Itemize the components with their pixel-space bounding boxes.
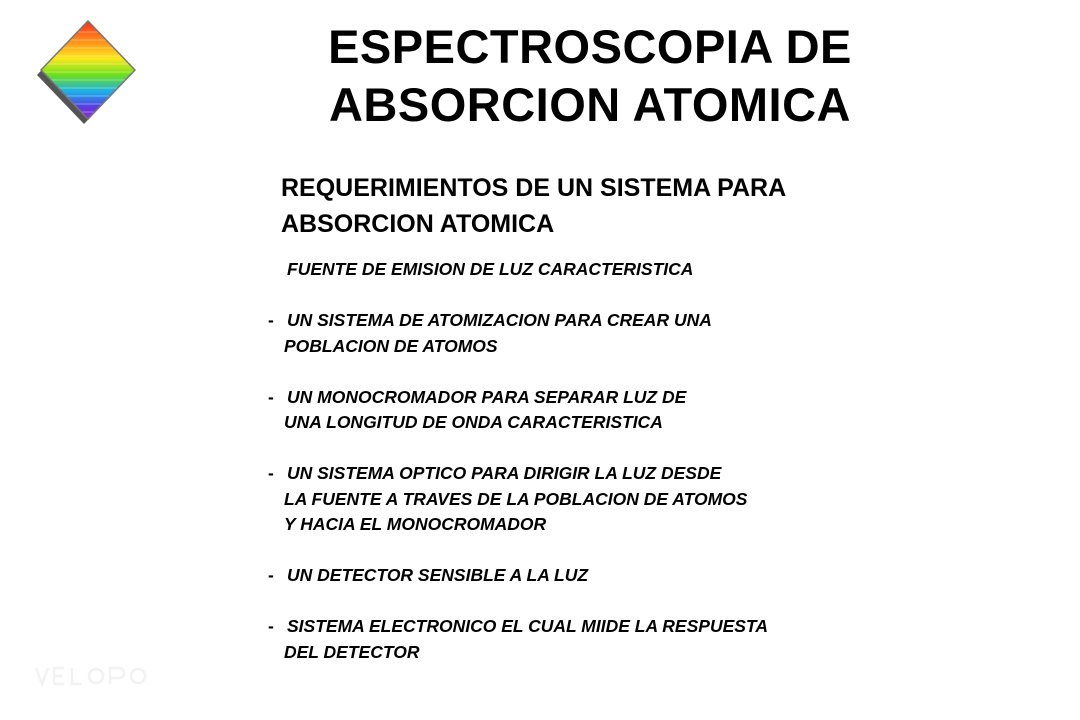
spectrum-diamond-icon (28, 18, 140, 130)
requirement-item (268, 563, 1068, 589)
requirement-text: POBLACION DE ATOMOS (284, 335, 498, 356)
requirement-text: SISTEMA ELECTRONICO EL CUAL MIIDE LA RESPUESTA (287, 616, 768, 636)
list-bullet-dash: - (268, 565, 274, 585)
requirement-item (268, 461, 1068, 538)
requirement-item (268, 385, 1068, 436)
list-bullet-dash: - (268, 463, 274, 483)
list-bullet-dash: - (268, 386, 274, 407)
list-bullet-dash: - (268, 310, 274, 330)
requirement-text: UN SISTEMA DE ATOMIZACION PARA CREAR UNA (287, 310, 712, 330)
subtitle-line-1: REQUERIMIENTOS DE UN SISTEMA PARA (281, 174, 787, 202)
requirement-text: DEL DETECTOR (284, 641, 420, 662)
requirements-list (268, 257, 1068, 691)
list-bullet-dash: - (268, 616, 274, 636)
requirement-text: Y HACIA EL MONOCROMADOR (284, 514, 547, 534)
requirement-text: UN MONOCROMADOR PARA SEPARAR LUZ DE (287, 386, 687, 407)
title-line-1: ESPECTROSCOPIA DE (328, 20, 852, 73)
requirement-text: UN SISTEMA OPTICO PARA DIRIGIR LA LUZ DESDE (287, 463, 722, 483)
section-heading (281, 170, 981, 242)
requirement-text: UNA LONGITUD DE ONDA CARACTERISTICA (284, 412, 663, 432)
faint-watermark-logo (30, 662, 152, 690)
requirement-text: FUENTE DE EMISION DE LUZ CARACTERISTICA (287, 259, 694, 279)
subtitle-line-2: ABSORCION ATOMICA (281, 210, 555, 238)
requirement-text: LA FUENTE A TRAVES DE LA POBLACION DE ATOMOS (284, 488, 748, 509)
requirement-item (268, 308, 1068, 359)
requirement-item (268, 257, 1068, 283)
page-title (230, 18, 950, 134)
requirement-item (268, 614, 1068, 665)
title-line-2: ABSORCION ATOMICA (328, 78, 851, 131)
requirement-text: UN DETECTOR SENSIBLE A LA LUZ (287, 565, 589, 585)
